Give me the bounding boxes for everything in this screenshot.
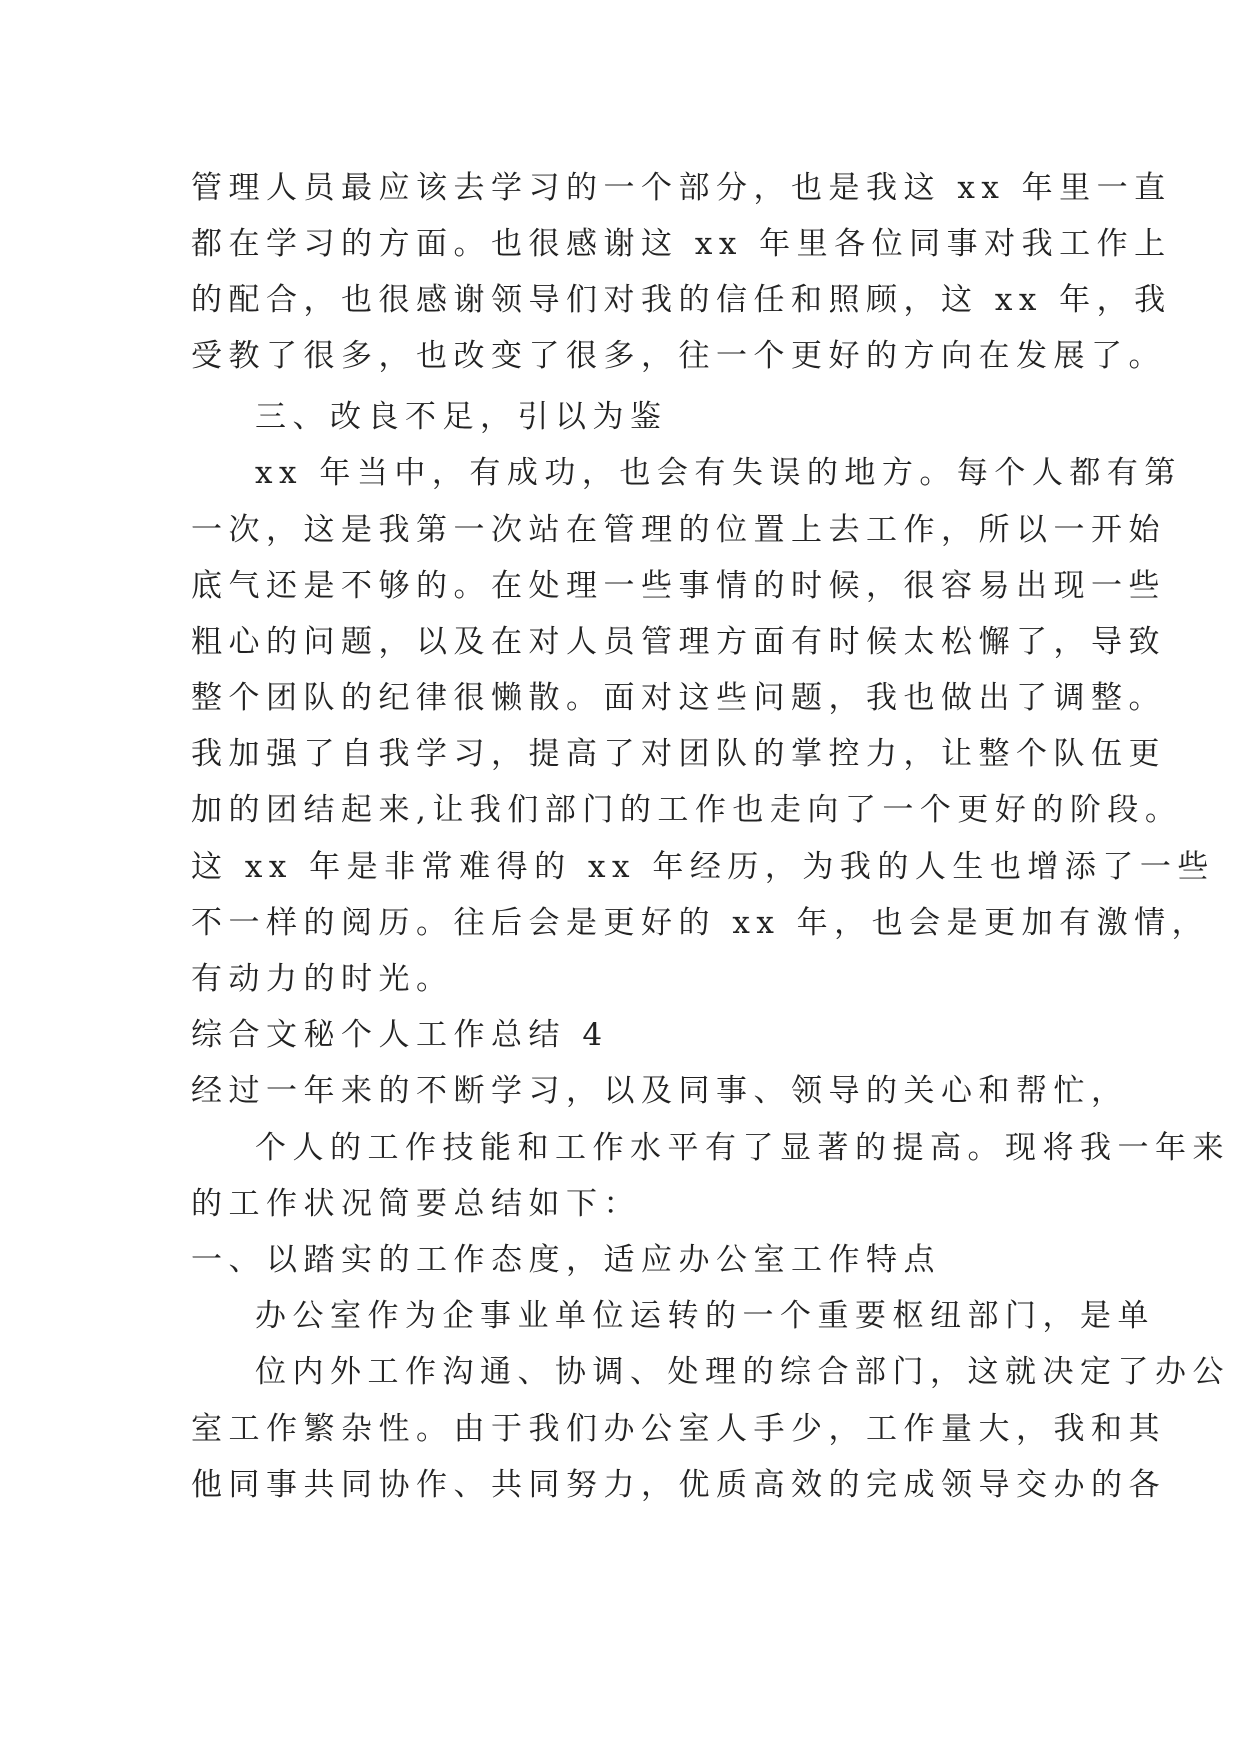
paragraph-line: 受教了很多，也改变了很多，往一个更好的方向在发展了。 xyxy=(191,338,1166,374)
paragraph-line: 管理人员最应该去学习的一个部分，也是我这 xx 年里一直 xyxy=(191,170,1172,206)
paragraph-line: 这 xx 年是非常难得的 xx 年经历，为我的人生也增添了一些 xyxy=(191,849,1215,885)
paragraph-line: 加的团结起来,让我们部门的工作也走向了一个更好的阶段。 xyxy=(191,792,1183,828)
paragraph-line: 室工作繁杂性。由于我们办公室人手少，工作量大，我和其 xyxy=(191,1411,1166,1447)
document-title: 综合文秘个人工作总结 4 xyxy=(191,1017,609,1053)
paragraph-line: 不一样的阅历。往后会是更好的 xx 年，也会是更加有激情， xyxy=(191,905,1210,941)
paragraph-line: 经过一年来的不断学习，以及同事、领导的关心和帮忙， xyxy=(191,1073,1129,1109)
section-heading: 三、改良不足，引以为鉴 xyxy=(255,399,668,435)
paragraph-line: 我加强了自我学习，提高了对团队的掌控力，让整个队伍更 xyxy=(191,736,1166,772)
section-heading: 一、以踏实的工作态度，适应办公室工作特点 xyxy=(191,1242,941,1278)
paragraph-line: 个人的工作技能和工作水平有了显著的提高。现将我一年来 xyxy=(255,1130,1230,1166)
paragraph-line: 有动力的时光。 xyxy=(191,961,454,997)
paragraph-line: 的工作状况简要总结如下： xyxy=(191,1186,641,1222)
paragraph-line: 一次，这是我第一次站在管理的位置上去工作，所以一开始 xyxy=(191,512,1166,548)
paragraph-line: xx 年当中，有成功，也会有失误的地方。每个人都有第 xyxy=(255,455,1182,491)
paragraph-line: 都在学习的方面。也很感谢这 xx 年里各位同事对我工作上 xyxy=(191,226,1172,262)
paragraph-line: 粗心的问题，以及在对人员管理方面有时候太松懈了，导致 xyxy=(191,624,1166,660)
paragraph-line: 整个团队的纪律很懒散。面对这些问题，我也做出了调整。 xyxy=(191,680,1166,716)
paragraph-line: 底气还是不够的。在处理一些事情的时候，很容易出现一些 xyxy=(191,568,1166,604)
paragraph-line: 办公室作为企事业单位运转的一个重要枢纽部门，是单 xyxy=(255,1298,1155,1334)
paragraph-line: 位内外工作沟通、协调、处理的综合部门，这就决定了办公 xyxy=(255,1354,1230,1390)
paragraph-line: 的配合，也很感谢领导们对我的信任和照顾，这 xx 年，我 xyxy=(191,282,1172,318)
paragraph-line: 他同事共同协作、共同努力，优质高效的完成领导交办的各 xyxy=(191,1467,1166,1503)
